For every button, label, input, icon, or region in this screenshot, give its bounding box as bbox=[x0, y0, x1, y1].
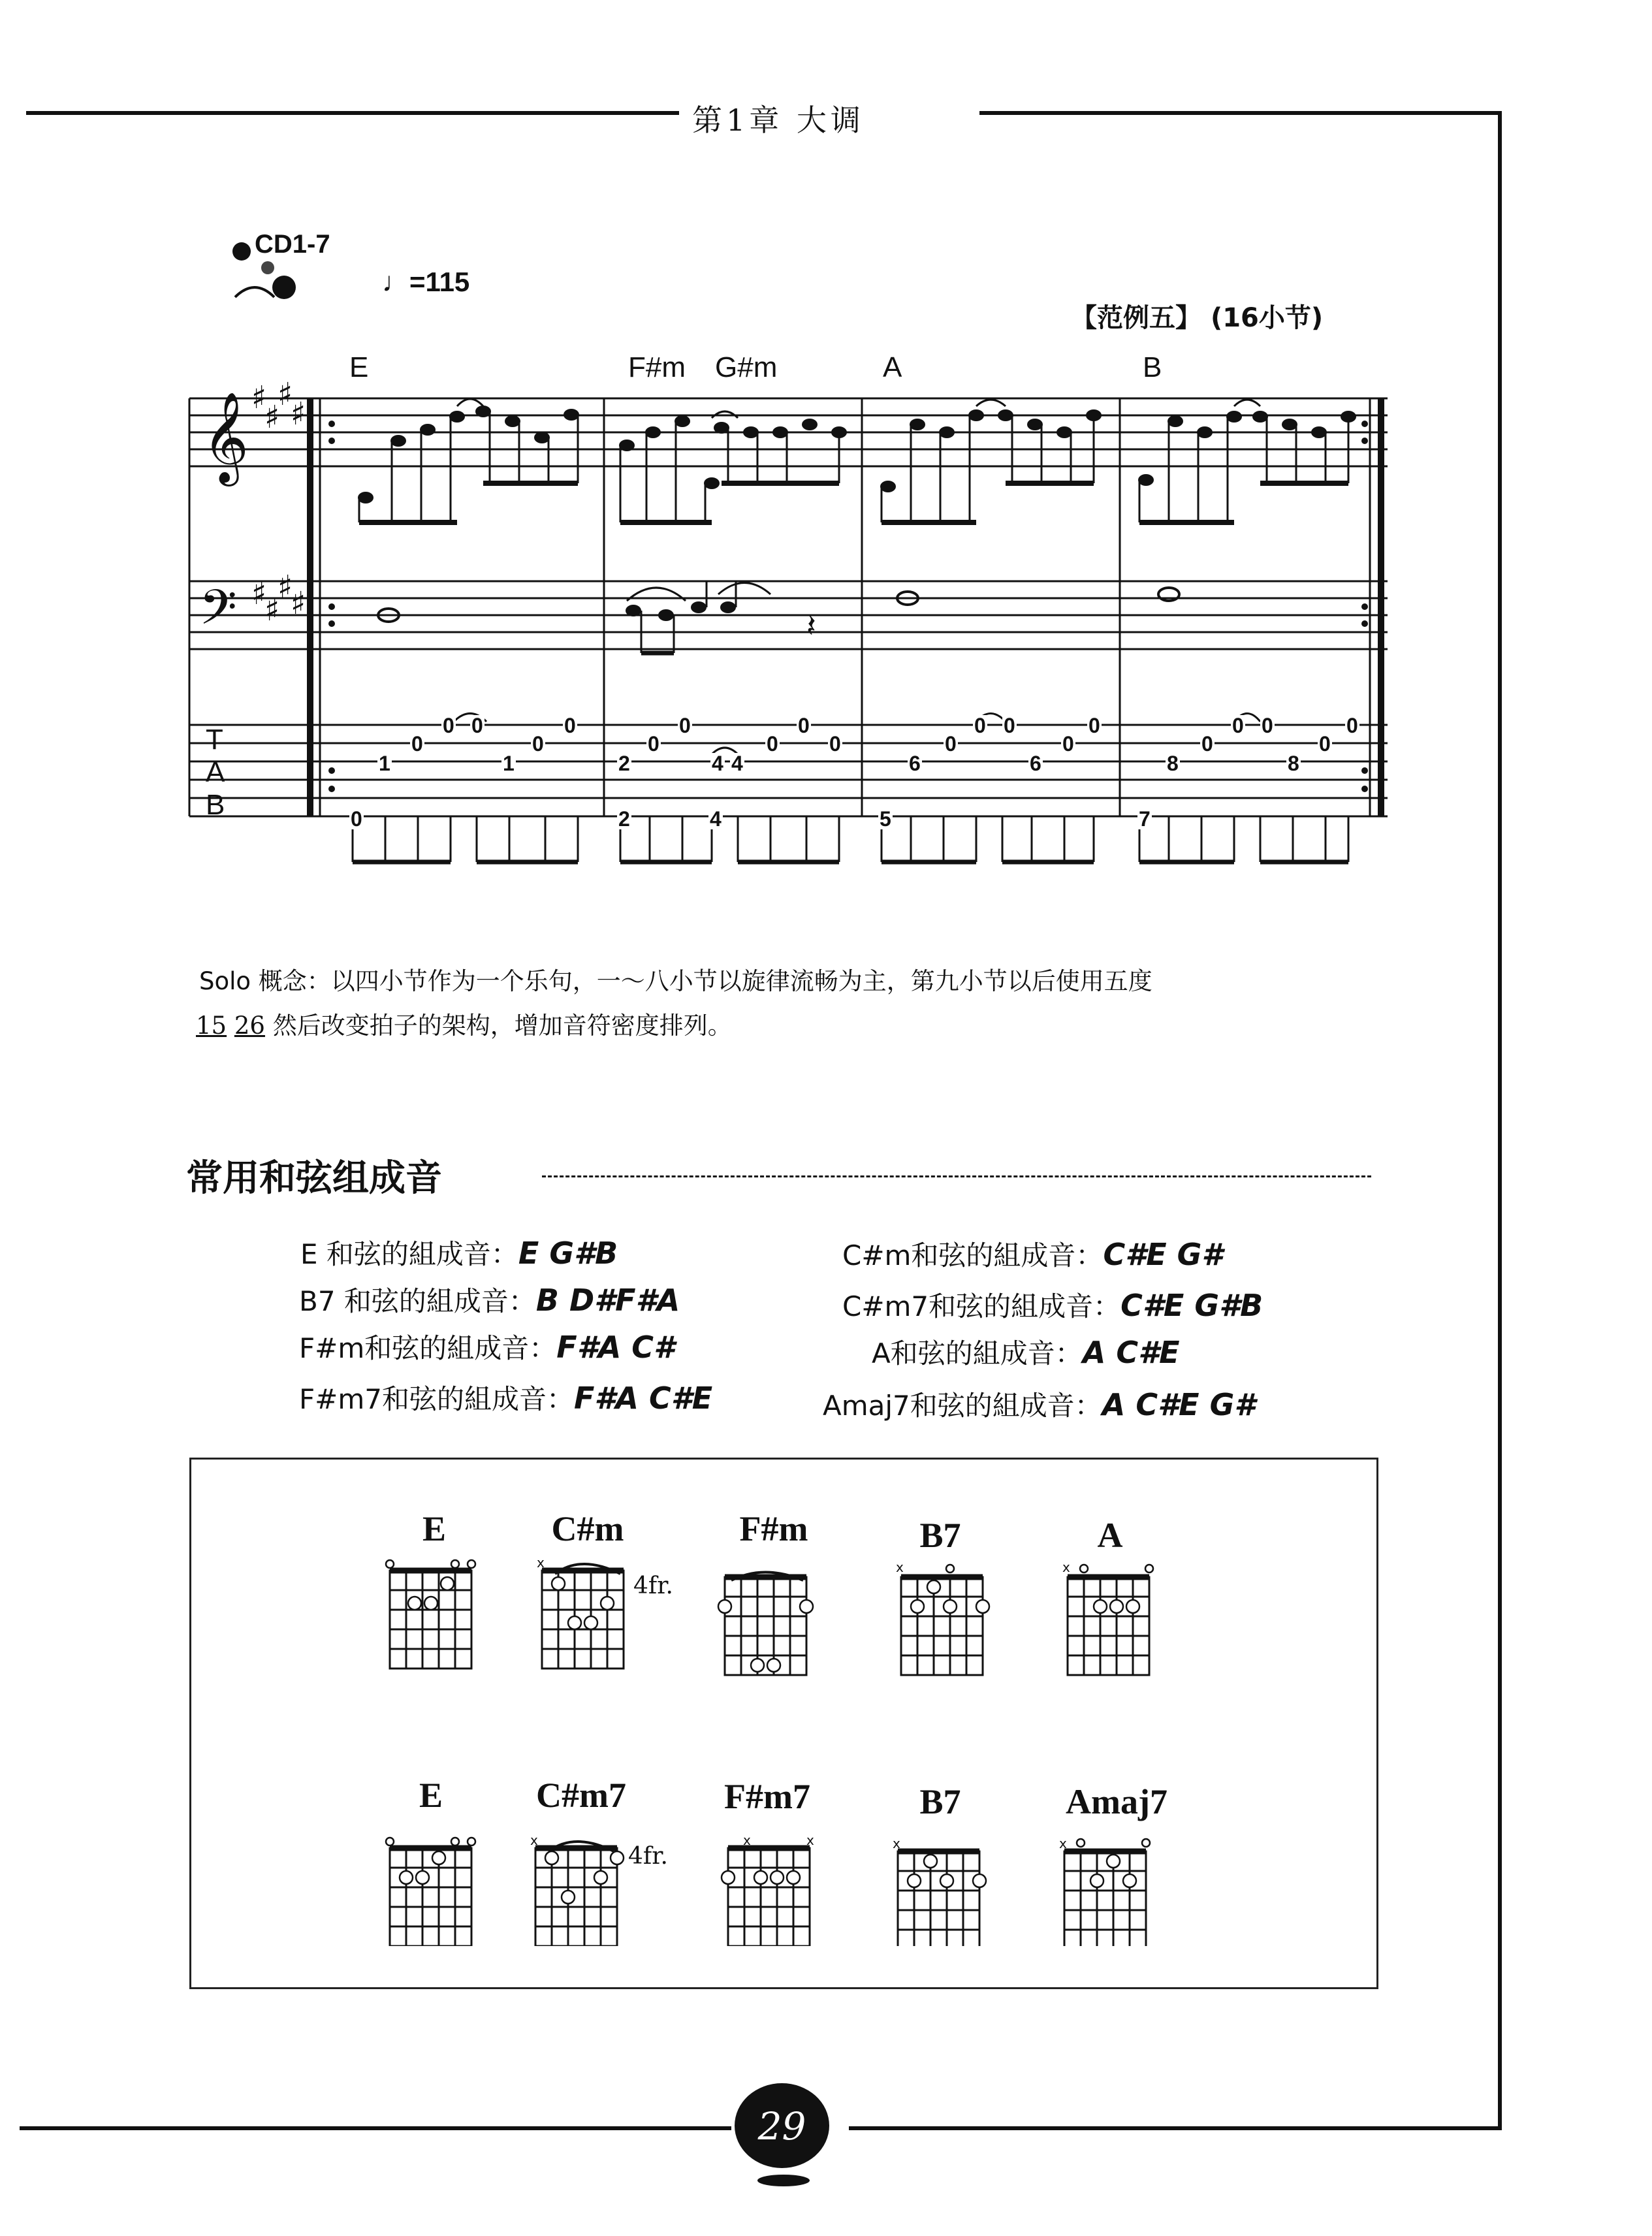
solo-line-2 bbox=[196, 1006, 732, 1041]
example-label: 【范例五】 (16小节) bbox=[1071, 303, 1324, 333]
chord-tone-left-2: B7 和弦的組成音：B D#F#A bbox=[299, 1283, 680, 1318]
tab-number: 0 bbox=[1062, 732, 1074, 756]
chapter-title: 第1章 大调 bbox=[679, 97, 878, 140]
chord-grids bbox=[366, 1554, 1188, 1946]
header-rule-left bbox=[26, 111, 679, 115]
tab-letter-a: A bbox=[206, 756, 225, 788]
page-number: 29 bbox=[757, 2104, 806, 2148]
tab-number: 0 bbox=[443, 714, 454, 737]
tab-number: 0 bbox=[411, 732, 423, 756]
chord-tone-left-1: E 和弦的組成音：E G#B bbox=[300, 1236, 618, 1271]
interval-15: 15 bbox=[196, 1012, 227, 1040]
chord-name-b: B bbox=[1143, 351, 1162, 383]
tab-number: 0 bbox=[1088, 714, 1100, 737]
header-rule-right bbox=[979, 111, 1502, 115]
svg-text:𝄽: 𝄽 bbox=[806, 608, 816, 645]
svg-text:♯: ♯ bbox=[278, 376, 293, 413]
page-number-shadow bbox=[757, 2175, 810, 2186]
chord-name-fsharp-m: F#m bbox=[628, 351, 686, 383]
chord-tone-right-2: C#m7和弦的組成音：C#E G#B bbox=[842, 1288, 1263, 1323]
svg-text:x: x bbox=[743, 1832, 751, 1848]
tab-number: 4 bbox=[712, 752, 723, 775]
svg-text:♯: ♯ bbox=[291, 585, 306, 622]
svg-text:x: x bbox=[893, 1836, 900, 1851]
fret-label-csharp-m: 4fr. bbox=[633, 1573, 673, 1599]
svg-text:𝄞: 𝄞 bbox=[202, 392, 249, 483]
svg-text:𝄢: 𝄢 bbox=[199, 579, 237, 648]
tab-letter-t: T bbox=[206, 724, 223, 756]
tab-number: 4 bbox=[710, 807, 722, 831]
tab-number: 0 bbox=[1004, 714, 1015, 737]
tab-number: 5 bbox=[880, 807, 891, 831]
tab-number: 0 bbox=[1262, 714, 1273, 737]
tab-number: 2 bbox=[618, 752, 630, 775]
diagram-name-e: E bbox=[422, 1509, 447, 1548]
diagram-name-a: A bbox=[1097, 1516, 1123, 1555]
diagram-name-amaj7: Amaj7 bbox=[1066, 1782, 1168, 1821]
svg-text:♯: ♯ bbox=[291, 396, 306, 432]
diagram-name-b7-2: B7 bbox=[919, 1782, 961, 1821]
tab-number: 8 bbox=[1288, 752, 1299, 775]
tab-number: 0 bbox=[1201, 732, 1213, 756]
tab-number: 1 bbox=[503, 752, 515, 775]
diagram-name-fsharp-m: F#m bbox=[739, 1509, 808, 1548]
tab-number: 0 bbox=[798, 714, 810, 737]
diagram-name-fsharp-m7: F#m7 bbox=[724, 1777, 810, 1816]
tab-number: 0 bbox=[648, 732, 659, 756]
svg-text:x: x bbox=[1062, 1559, 1070, 1575]
section-dash-rule bbox=[542, 1175, 1371, 1177]
svg-text:♯: ♯ bbox=[264, 399, 280, 436]
section-title: 常用和弦组成音 bbox=[186, 1157, 442, 1200]
footer-rule-right bbox=[849, 2126, 1502, 2130]
svg-text:x: x bbox=[530, 1832, 538, 1848]
solo-line-1: Solo 概念：以四小节作为一个乐句，一～八小节以旋律流畅为主，第九小节以后使用五度 bbox=[199, 967, 1152, 995]
tempo-mark: ♩=115 bbox=[382, 266, 470, 297]
tab-number: 4 bbox=[731, 752, 743, 775]
diagram-name-e-2: E bbox=[419, 1776, 443, 1815]
chord-name-gsharp-m: G#m bbox=[715, 351, 778, 383]
tab-number: 0 bbox=[1232, 714, 1244, 737]
tab-number: 2 bbox=[618, 807, 630, 831]
svg-text:♯: ♯ bbox=[264, 592, 280, 628]
footer-rule-left bbox=[20, 2126, 731, 2130]
page-border-right bbox=[1498, 111, 1502, 2129]
tab-number: 0 bbox=[1319, 732, 1331, 756]
tab-number: 6 bbox=[909, 752, 921, 775]
chord-tone-right-3: A和弦的組成音：A C#E bbox=[872, 1335, 1180, 1370]
chord-tone-left-4: F#m7和弦的組成音：F#A C#E bbox=[299, 1381, 713, 1416]
svg-text:♯: ♯ bbox=[251, 575, 267, 612]
tab-letter-b: B bbox=[206, 789, 225, 821]
diagram-name-b7: B7 bbox=[919, 1516, 961, 1555]
tab-number: 7 bbox=[1139, 807, 1151, 831]
tab-number: 0 bbox=[767, 732, 778, 756]
tab-number: 8 bbox=[1167, 752, 1179, 775]
tab-number: 0 bbox=[351, 807, 362, 831]
svg-text:♯: ♯ bbox=[251, 379, 267, 416]
svg-text:x: x bbox=[537, 1555, 545, 1571]
tab-number: 0 bbox=[532, 732, 544, 756]
chord-tone-right-1: C#m和弦的組成音：C#E G# bbox=[842, 1237, 1223, 1272]
tab-number: 0 bbox=[829, 732, 841, 756]
music-score bbox=[183, 346, 1397, 869]
diagram-name-csharp-m7: C#m7 bbox=[536, 1776, 626, 1815]
solo-line-2-text: 然后改变拍子的架构，增加音符密度排列。 bbox=[272, 1012, 732, 1040]
tab-number: 0 bbox=[974, 714, 986, 737]
svg-text:x: x bbox=[1059, 1836, 1067, 1851]
svg-text:x: x bbox=[806, 1832, 814, 1848]
diagram-name-csharp-m: C#m bbox=[551, 1509, 624, 1548]
tab-number: 0 bbox=[1346, 714, 1358, 737]
tab-number: 0 bbox=[564, 714, 576, 737]
fret-label-csharp-m7: 4fr. bbox=[628, 1843, 668, 1870]
tab-number: 1 bbox=[379, 752, 390, 775]
interval-26: 26 bbox=[234, 1012, 265, 1040]
svg-text:♯: ♯ bbox=[278, 569, 293, 605]
chord-tone-right-4: Amaj7和弦的組成音：A C#E G# bbox=[823, 1387, 1256, 1422]
svg-text:x: x bbox=[896, 1559, 904, 1575]
tab-number: 0 bbox=[679, 714, 691, 737]
chord-name-a: A bbox=[883, 351, 902, 383]
chord-name-e: E bbox=[349, 351, 369, 383]
cd-track-label: CD1-7 bbox=[255, 230, 330, 259]
tab-number: 0 bbox=[945, 732, 957, 756]
tab-number: 6 bbox=[1030, 752, 1041, 775]
tab-number: 0 bbox=[471, 714, 483, 737]
chord-tone-left-3: F#m和弦的組成音：F#A C# bbox=[299, 1330, 675, 1365]
